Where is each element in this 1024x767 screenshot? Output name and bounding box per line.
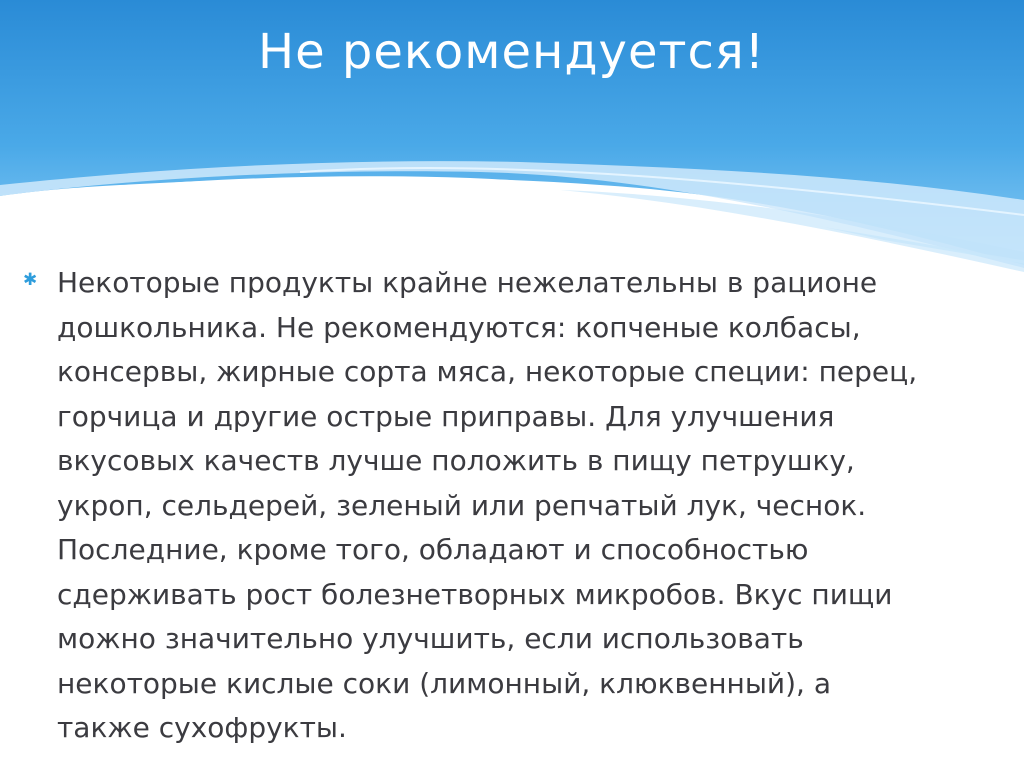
- body-line: горчица и другие острые приправы. Для улучшения: [57, 399, 835, 433]
- body-line: Некоторые продукты крайне нежелательны в рационе: [57, 266, 878, 299]
- slide-title: Не рекомендуется!: [258, 24, 765, 80]
- body-line: укроп, сельдерей, зеленый или репчатый лук, чеснок.: [57, 488, 867, 522]
- body-line: вкусовых качеств лучше положить в пищу петрушку,: [57, 444, 855, 477]
- body-line: сдерживать рост болезнетворных микробов. Вкус пищи: [57, 577, 893, 611]
- asterisk-bullet-icon: ✱: [23, 270, 38, 290]
- body-line: консервы, жирные сорта мяса, некоторые специи: перец,: [57, 355, 918, 388]
- body-line: можно значительно улучшить, если использовать: [57, 622, 804, 655]
- body-line: некоторые кислые соки (лимонный, клюквенный), а: [57, 666, 832, 700]
- body-line: дошкольника. Не рекомендуются: копченые колбасы,: [57, 310, 861, 344]
- body-line: Последние, кроме того, обладают и способностью: [57, 533, 809, 566]
- body-line: также сухофрукты.: [57, 711, 347, 744]
- body-paragraph: [57, 261, 1007, 751]
